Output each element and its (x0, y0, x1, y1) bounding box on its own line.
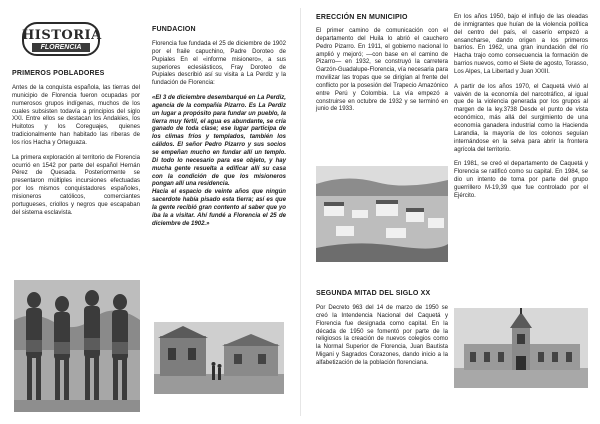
photo-town-icon (316, 166, 448, 262)
heading-segunda-mitad: SEGUNDA MITAD DEL SIGLO XX (316, 290, 431, 297)
heading-fundacion: FUNDACION (152, 26, 196, 33)
paragraph: En los años 1950, bajo el influjo de las oleadas de inmigrantes que huían de la violencia política del centro del país, el caserío empezó a ensancharse, dando origen a los primeros barrios. En 1962, una gran inundación del río Hacha trajo como consecuencia la formación de barrios nuevos, como el Siete de agosto, Torasso, Los Alpes, La Libertad y Juan XXIII. (454, 14, 589, 75)
paragraph: Florencia fue fundada el 25 de diciembre de 1902 por el fraile capuchino, Padre Doroteo de Pupiales En el «informe misionero», a sus superiores eclesiásticos, Fray Doroteo de Pupiales describió así su visita a La Perdiz y la fundación de Florencia: (152, 41, 286, 87)
page-fold (300, 8, 301, 416)
photo-town-aerial (316, 166, 448, 262)
heading-primeros-pobladores: PRIMEROS POBLADORES (12, 70, 105, 77)
photo-church-icon (454, 308, 588, 388)
photo-indigenous-icon (14, 280, 140, 412)
paragraph: A partir de los años 1970, el Caquetá vivió al vaivén de la economía del narcotráfico, al igual que de la violencia generada por los grupos al margen de la ley.3738 Desde el punto de vista económico, más allá del surgimiento de una economía ganadera industrial como la Hacienda Larandia, la mayoría de los colonos seguían internándose en la selva para abrir la frontera agrícola del territorio. (454, 83, 588, 153)
photo-indigenous-people (14, 280, 140, 412)
paragraph: La primera exploración al territorio de Florencia ocurrió en 1542 por parte del español Hernán Pérez de Quesada. Posteriormente se presentaron múltiples incursiones efectuadas por los mismos conquistadores españoles, misioneros católicos, comerciantes portugueses, criollos y negros que escapaban del sistema esclavista. (12, 154, 140, 216)
badge-subtitle: FLORENCIA (40, 44, 82, 51)
photo-church (454, 308, 588, 388)
paragraph: Por Decreto 963 del 14 de marzo de 1950 se creó la Intendencia Nacional del Caquetá y Florencia fue designada como capital. En la década de 1950 se fomentó por parte de la religiosos la creación de nuevos colegios como la Normal Superior de Florencia, Juan Bautista Migani y Sagrados Corazones, dando inicio a la alfabetización de la población florenciana. (316, 305, 448, 366)
quote: «El 3 de diciembre desembarqué en La Perdiz, agencia de la compañía Pizarro. Es La Perdiz un lugar a propósito para fundar un pueblo, la tierra muy fértil, el agua es abundante, se cría ganado de toda clase; ese lugar participa de los climas fríos y templados, también los cálidos. El señor Pedro Pizarro y sus socios se empeñan mucho en fundar allí un templo. Di todo lo necesario para ese objeto, y hay mucha gente resuelta a edificar allí su casa con la condición de que los misioneros pongan allí una residencia. (152, 95, 286, 188)
historia-badge (22, 22, 100, 56)
paragraph: Antes de la conquista española, las tierras del municipio de Florencia fueron ocupadas por numerosos grupos indígenas, muchos de los cuales subsisten todavía a principios del siglo XXI. Entre ellos se destacan los Andakies, los Huitotos y los Coreguajes, quienes tradicionalmente han habitado las riberas de los ríos Hacha y Orteguaza. (12, 85, 140, 146)
quote-continued: Hacia el espacio de veinte años que ningún sacerdote había pisado esta tierra; así es que la gente recibió gran contento al saber que yo iba la a visitar. Ahí fundé a Florencia el 25 de diciembre de 1902.» (152, 189, 286, 227)
heading-ereccion-municipio: ERECCIÓN EN MUNICIPIO (316, 14, 408, 21)
badge-title: HISTORIA (22, 28, 102, 43)
paragraph: En 1981, se creó el departamento de Caquetá y Florencia se ratificó como su capital. En 1984, se dio un intento de toma por parte del grupo guerrillero M-19,39 que fue controlado por el Ejército. (454, 161, 588, 199)
photo-old-building (154, 322, 284, 394)
photo-building-icon (154, 322, 284, 394)
paragraph: El primer camino de comunicación con el departamento del Huila lo abrió el cauchero Pedro Pizarro. En 1911, el gobierno nacional lo amplió y mejoró; —con base en el camino de Pizarro— en 1932, se construyó la carretera Garzón-Guadalupe-Florencia, vía necesaria para movilizar las tropas que se dirigían al frente del conflicto por la posesión del Trapecio Amazónico entre Perú y Colombia. La vía empezó a construirse en octubre de 1932 y se terminó en junio de 1933. (316, 28, 448, 113)
